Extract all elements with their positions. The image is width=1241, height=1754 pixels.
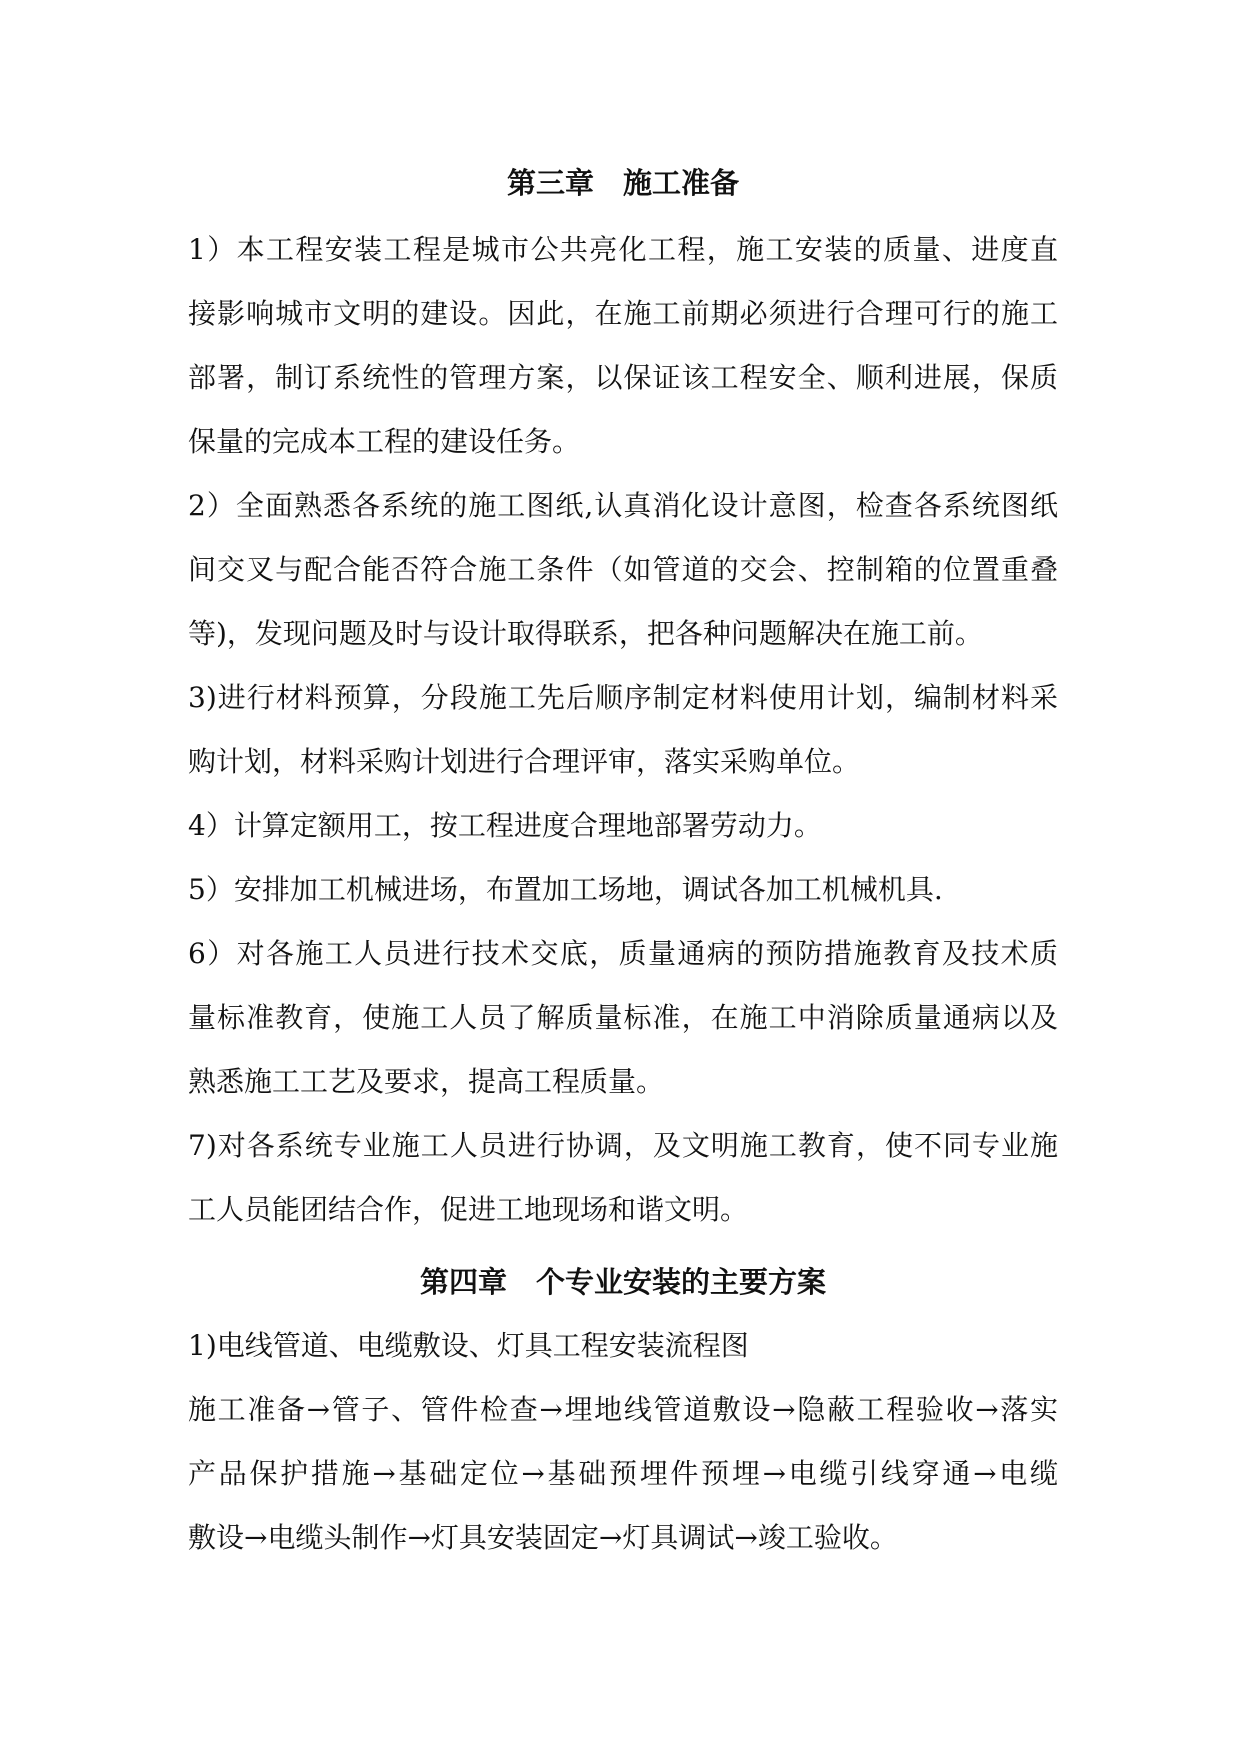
process-flow-paragraph [188,1378,1058,1570]
text-line: 产品保护措施→基础定位→基础预埋件预埋→电缆引线穿通→电缆 [188,1457,1058,1490]
text-line: 1）本工程安装工程是城市公共亮化工程，施工安装的质量、进度直 [188,233,1058,266]
text-line: 6）对各施工人员进行技术交底，质量通病的预防措施教育及技术质 [188,937,1058,970]
chapter-3-title: 第三章 施工准备 [506,166,739,200]
text-line: 敷设→电缆头制作→灯具安装固定→灯具调试→竣工验收。 [188,1521,898,1554]
paragraph-5 [188,858,1058,922]
text-line: 保量的完成本工程的建设任务。 [188,425,581,458]
paragraph-4 [188,794,1058,858]
text-line: 购计划，材料采购计划进行合理评审，落实采购单位。 [188,745,861,778]
document-body [188,158,1058,1570]
text-line: 2）全面熟悉各系统的施工图纸,认真消化设计意图，检查各系统图纸 [188,489,1058,522]
text-line: 熟悉施工工艺及要求，提高工程质量。 [188,1065,665,1098]
paragraph-7 [188,1114,1058,1242]
flowchart-caption [188,1314,1058,1378]
paragraph-2 [188,474,1058,666]
text-line: 施工准备→管子、管件检查→埋地线管道敷设→隐蔽工程验收→落实 [188,1393,1058,1426]
text-line: 间交叉与配合能否符合施工条件（如管道的交会、控制箱的位置重叠 [188,553,1058,586]
text-line: 工人员能团结合作，促进工地现场和谐文明。 [188,1193,749,1226]
text-line: 1)电线管道、电缆敷设、灯具工程安装流程图 [188,1329,749,1362]
paragraph-3 [188,666,1058,794]
text-line: 3)进行材料预算，分段施工先后顺序制定材料使用计划，编制材料采 [188,681,1058,714]
paragraph-1 [188,218,1058,474]
text-line: 7)对各系统专业施工人员进行协调，及文明施工教育，使不同专业施 [188,1129,1058,1162]
text-line: 4）计算定额用工，按工程进度合理地部署劳动力。 [188,809,822,842]
text-line: 量标准教育，使施工人员了解质量标准，在施工中消除质量通病以及 [188,1001,1058,1034]
paragraph-6 [188,922,1058,1114]
text-line: 部署，制订系统性的管理方案，以保证该工程安全、顺利进展，保质 [188,361,1058,394]
chapter-4-title: 第四章 个专业安装的主要方案 [419,1265,826,1299]
text-line: 等)，发现问题及时与设计取得联系，把各种问题解决在施工前。 [188,617,983,650]
text-line: 5）安排加工机械进场，布置加工场地，调试各加工机械机具. [188,873,943,906]
text-line: 接影响城市文明的建设。因此，在施工前期必须进行合理可行的施工 [188,297,1058,330]
